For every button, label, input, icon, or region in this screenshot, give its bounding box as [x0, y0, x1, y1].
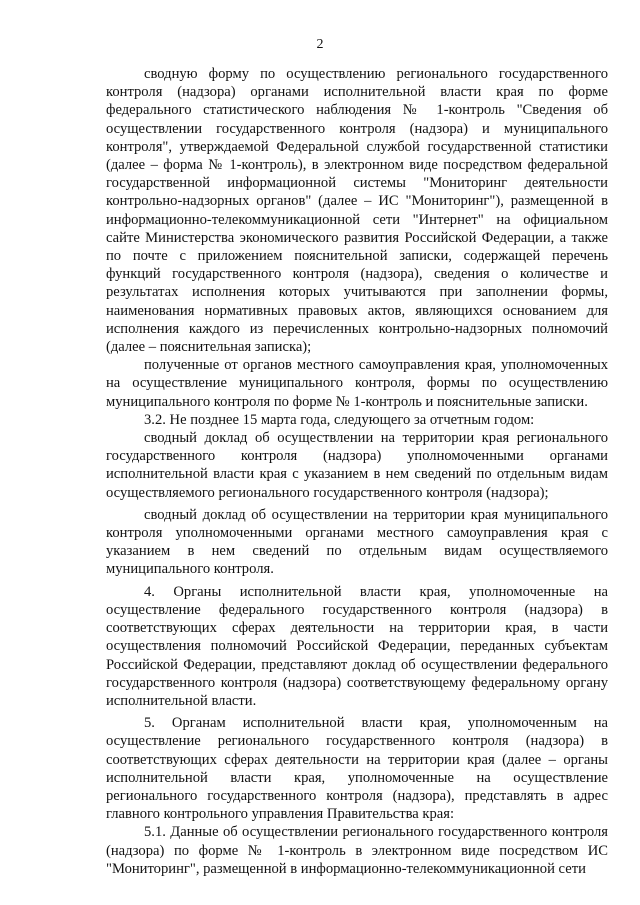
paragraph-item-4: 4. Органы исполнительной власти края, уполномоченные на осуществление федерального государственного контроля (надзора) в соответствующих сферах деятельности на территории края, в части осуществления полномочий Российской Федерации, переданных субъектам Российской Федерации, представляют доклад об осуществлении федерального государственного контроля (надзора) соответствующему федеральному органу исполнительной власти.: [106, 583, 608, 709]
paragraph-item-5: 5. Органам исполнительной власти края, уполномоченным на осуществление регионального государственного контроля (надзора) в соответствующих сферах деятельности на территории края (далее – органы исполнительной власти края, уполномоченные на осуществление регионального государственного контроля (надзора), представлять в адрес главного контрольного управления Правительства края:: [106, 715, 608, 823]
page-number: 2: [316, 37, 324, 52]
paragraph-item-3-2: 3.2. Не позднее 15 марта года, следующего за отчетным годом:: [144, 411, 535, 428]
paragraph-item-5-1: 5.1. Данные об осуществлении регионального государственного контроля (надзора) по форме № 1-контроль в электронном виде посредством ИС "Мониторинг", размещенной в информационно-телекоммуникационной сети: [106, 824, 608, 877]
paragraph-summary-form: сводную форму по осуществлению регионального государственного контроля (надзора) органами исполнительной власти края по форме федерального статистического наблюдения № 1-контроль "Сведения об осуществлении государственного контроля (надзора) и муниципального контроля", утверждаемой Федеральной службой государственной статистики (далее – форма № 1-контроль), в электронном виде посредством федеральной государственной информационной системы "Мониторинг деятельности контрольно-надзорных органов" (далее – ИС "Мониторинг"), размещенной в информационно-телекоммуникационной сети "Интернет" на официальном сайте Министерства экономического развития Российской Федерации, а также по почте с приложением пояснительной записки, содержащей перечень функций государственного контроля (надзора), сведения о количестве и результатах исполнения которых учитываются при заполнении формы, наименования нормативных правовых актов, являющихся основанием для исполнения каждого из перечисленных контрольно-надзорных полномочий (далее – пояснительная записка);: [106, 66, 608, 356]
paragraph-municipal-report: сводный доклад об осуществлении на территории края муниципального контроля уполномоченными органами местного самоуправления края с указанием в нем сведений по отдельным видам осуществляемого муниципального контроля.: [106, 506, 608, 578]
paragraph-municipal-forms: полученные от органов местного самоуправления края, уполномоченных на осуществление муниципального контроля, формы по осуществлению муниципального контроля по форме № 1-контроль и пояснительные записки.: [106, 357, 608, 410]
paragraph-regional-report: сводный доклад об осуществлении на территории края регионального государственного контроля (надзора) уполномоченными органами исполнительной власти края с указанием в нем сведений по отдельным видам осуществляемого регионального государственного контроля (надзора);: [106, 430, 608, 501]
document-body: [106, 65, 608, 878]
